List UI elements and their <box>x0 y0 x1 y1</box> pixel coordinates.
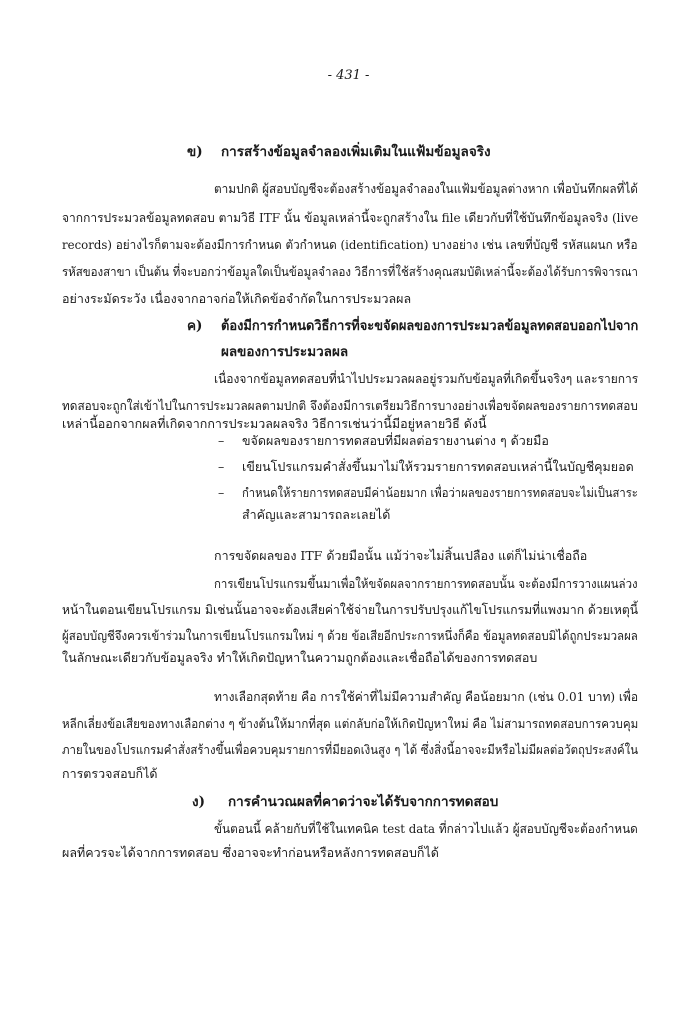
section-d-label: ง) <box>192 794 205 810</box>
section-d-para-line: ขั้นตอนนี้ คล้ายกับที่ใช้ในเทคนิค test data ที่กล่าวไปแล้ว ผู้สอบบัญชีจะต้องกำหนด <box>214 821 638 836</box>
bullet-item: กำหนดให้รายการทดสอบมีค่าน้อยมาก เพื่อว่าผลของรายการทดสอบจะไม่เป็นสาระ <box>242 485 638 500</box>
section-b-para-line: รหัสของสาขา เป็นต้น ที่จะบอกว่าข้อมูลใดเป็นข้อมูลจำลอง วิธีการที่ใช้สร้างคุณสมบัติเหล่านี้จะต้องได้รับการพิจารณา <box>62 264 638 279</box>
section-c-para4-line: การตรวจสอบก็ได้ <box>62 766 158 781</box>
bullet-dash: – <box>218 459 225 474</box>
section-c-para2: การขจัดผลของ ITF ด้วยมือนั้น แม้ว่าจะไม่สิ้นเปลือง แต่ก็ไม่น่าเชื่อถือ <box>214 548 588 563</box>
section-c-para3-line: ผู้สอบบัญชีจึงควรเข้าร่วมในการเขียนโปรแกรมใหม่ ๆ ด้วย ข้อเสียอีกประการหนึ่งก็คือ ข้อมูลทดสอบมิได้ถูกประมวลผล <box>62 628 638 643</box>
section-c-para4-line: ภายในของโปรแกรมคำสั่งสร้างขึ้นเพื่อควบคุมรายการที่มียอดเงินสูง ๆ ได้ ซึ่งสิ่งนี้อาจจะมีหรือไม่มีผลต่อวัตถุประสงค์ใน <box>62 742 639 757</box>
bullet-dash: – <box>218 485 225 500</box>
section-b-para-line: จากการประมวลข้อมูลทดสอบ ตามวิธี ITF นั้น ข้อมูลเหล่านี้จะถูกสร้างใน file เดียวกับที่ใช้บันทึกข้อมูลจริง (live <box>62 210 639 225</box>
section-b-title: การสร้างข้อมูลจำลองเพิ่มเติมในแฟ้มข้อมูลจริง <box>221 144 491 160</box>
bullet-item: ขจัดผลของรายการทดสอบที่มีผลต่อรายงานต่าง ๆ ด้วยมือ <box>242 433 549 448</box>
section-c-para3-line: หน้าในตอนเขียนโปรแกรม มิเช่นนั้นอาจจะต้องเสียค่าใช้จ่ายในการปรับปรุงแก้ไขโปรแกรมที่แพงมาก ด้วยเหตุนี้ <box>62 602 639 617</box>
section-c-para-line: ทดสอบจะถูกใส่เข้าไปในการประมวลผลตามปกติ จึงต้องมีการเตรียมวิธีการบางอย่างเพื่อขจัดผลของรายการทดสอบ <box>62 398 638 413</box>
section-c-para3-line: การเขียนโปรแกรมขึ้นมาเพื่อให้ขจัดผลจากรายการทดสอบนั้น จะต้องมีการวางแผนล่วง <box>214 576 638 591</box>
section-c-para3-line: ในลักษณะเดียวกับข้อมูลจริง ทำให้เกิดปัญหาในความถูกต้องและเชื่อถือได้ของการทดสอบ <box>62 650 538 665</box>
page-number: - 431 - <box>327 68 370 83</box>
bullet-dash: – <box>218 433 225 448</box>
section-c-para-line: เนื่องจากข้อมูลทดสอบที่นำไปประมวลผลอยู่รวมกับข้อมูลที่เกิดขึ้นจริงๆ และรายการ <box>214 371 639 386</box>
section-c-para4-line: หลีกเลี่ยงข้อเสียของทางเลือกต่าง ๆ ข้างต้นให้มากที่สุด แต่กลับก่อให้เกิดปัญหาใหม่ คือ ไม่สามารถทดสอบการควบคุม <box>62 716 639 731</box>
section-c-title-line: ผลของการประมวลผล <box>221 344 349 360</box>
section-b-para-line: records) อย่างไรก็ตามจะต้องมีการกำหนด ตัวกำหนด (identification) บางอย่าง เช่น เลขที่บัญชี รหัสแผนก หรือ <box>62 237 638 252</box>
section-d-para-line: ผลที่ควรจะได้จากการทดสอบ ซึ่งอาจจะทำก่อนหรือหลังการทดสอบก็ได้ <box>62 845 439 860</box>
section-b-label: ข) <box>187 144 203 160</box>
section-c-title-line: ต้องมีการกำหนดวิธีการที่จะขจัดผลของการประมวลข้อมูลทดสอบออกไปจาก <box>221 318 639 334</box>
section-c-para4-line: ทางเลือกสุดท้าย คือ การใช้ค่าที่ไม่มีความสำคัญ คือน้อยมาก (เช่น 0.01 บาท) เพื่อ <box>214 689 639 704</box>
bullet-item-continuation: สำคัญและสามารถละเลยได้ <box>242 507 391 522</box>
bullet-item: เขียนโปรแกรมคำสั่งขึ้นมาไม่ให้รวมรายการทดสอบเหล่านี้ในบัญชีคุมยอด <box>242 459 634 474</box>
section-d-title: การคำนวณผลที่คาดว่าจะได้รับจากการทดสอบ <box>228 794 499 810</box>
section-c-label: ค) <box>187 318 203 334</box>
section-b-para-line: อย่างระมัดระวัง เนื่องจากอาจก่อให้เกิดข้อจำกัดในการประมวลผล <box>62 291 412 306</box>
section-c-para-line: เหล่านี้ออกจากผลที่เกิดจากการประมวลผลจริง วิธีการเช่นว่านี้มีอยู่หลายวิธี ดังนี้ <box>62 416 487 431</box>
section-b-para-line: ตามปกติ ผู้สอบบัญชีจะต้องสร้างข้อมูลจำลองในแฟ้มข้อมูลต่างหาก เพื่อบันทึกผลที่ได้ <box>214 181 638 196</box>
